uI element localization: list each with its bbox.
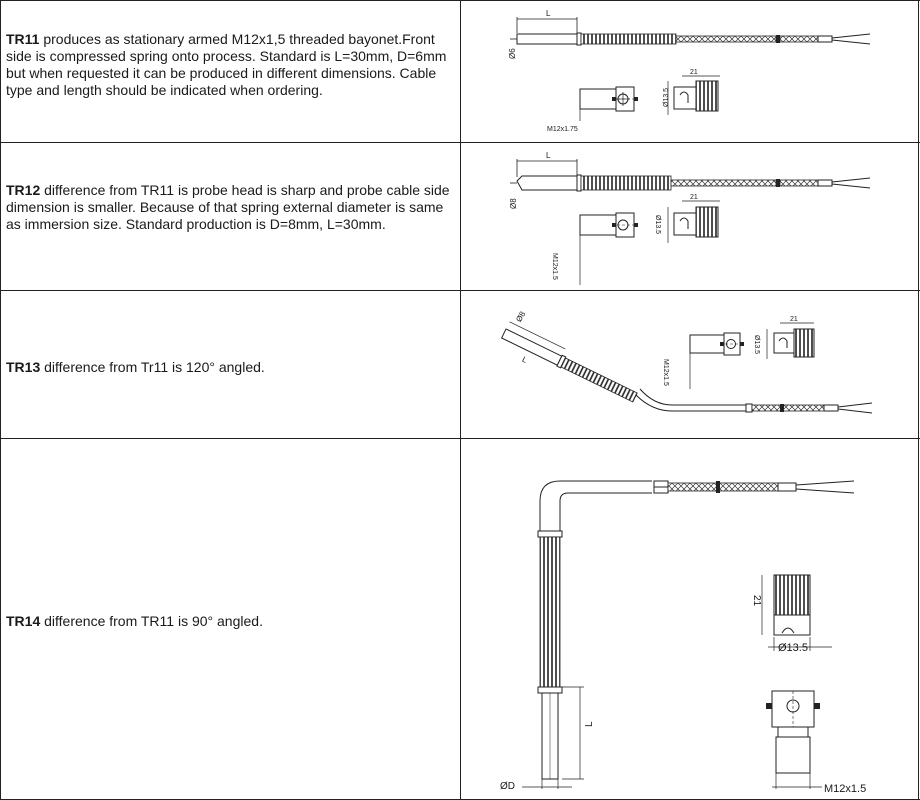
tr13-thread: M12x1.5 [662,359,669,386]
tr12-drawing [462,145,917,289]
tr14-dim-l: L [584,721,595,727]
tr11-dim21: 21 [690,69,698,76]
tr14-dim-d: ØD [500,781,515,792]
tr12-thread: M12x1.5 [551,253,558,280]
tr14-thread: M12x1.5 [824,783,867,795]
tr12-dim-l: L [546,151,551,160]
tr14-description [6,613,456,630]
tr12-description [6,182,456,233]
tr14-text: difference from TR11 is 90° angled. [40,613,263,629]
tr13-dim21: 21 [790,316,798,323]
tr12-dim21: 21 [690,194,698,201]
tr11-dia: Ø13.5 [663,87,670,107]
tr11-dim-d: Ø6 [508,48,517,59]
tr13-code: TR13 [6,359,41,375]
table-row-tr14 [0,438,920,800]
tr11-thread: M12x1.75 [547,126,578,133]
tr11-drawing [462,3,917,141]
tr14-dim21: 21 [751,595,762,607]
tr13-text: difference from Tr11 is 120° angled. [40,359,265,375]
table-row-tr12 [0,142,920,290]
tr13-drawing [462,293,917,437]
tr12-code: TR12 [6,182,41,198]
table-row-tr13 [0,290,920,438]
tr11-code: TR11 [6,31,40,47]
tr12-text: difference from TR11 is probe head is sharp and probe cable side dimension is smaller. Because of that spring external diameter is same as immersion size. Standard production is D=8mm, L=30mm. [6,182,450,232]
table-row-tr11 [0,0,920,142]
tr12-dim-d: Ø8 [509,198,518,209]
tr14-code: TR14 [6,613,41,629]
tr14-drawing [462,441,917,797]
tr11-dim-l: L [546,9,551,18]
tr13-dim-l: L [520,354,529,365]
tr12-dia: Ø13.5 [654,215,661,235]
tr11-text: produces as stationary armed M12x1,5 threaded bayonet.Front side is compressed spring onto process. Standard is L=30mm, D=6mm but when requested it can be produced in different dimensions. Cable type and length should be indicated when ordering. [6,31,447,98]
tr14-dia: Ø13.5 [778,642,808,654]
tr11-description [6,31,456,99]
tr13-dim-d: Ø8 [514,309,528,324]
tr13-description [6,359,456,376]
tr13-dia: Ø13.5 [753,335,760,355]
